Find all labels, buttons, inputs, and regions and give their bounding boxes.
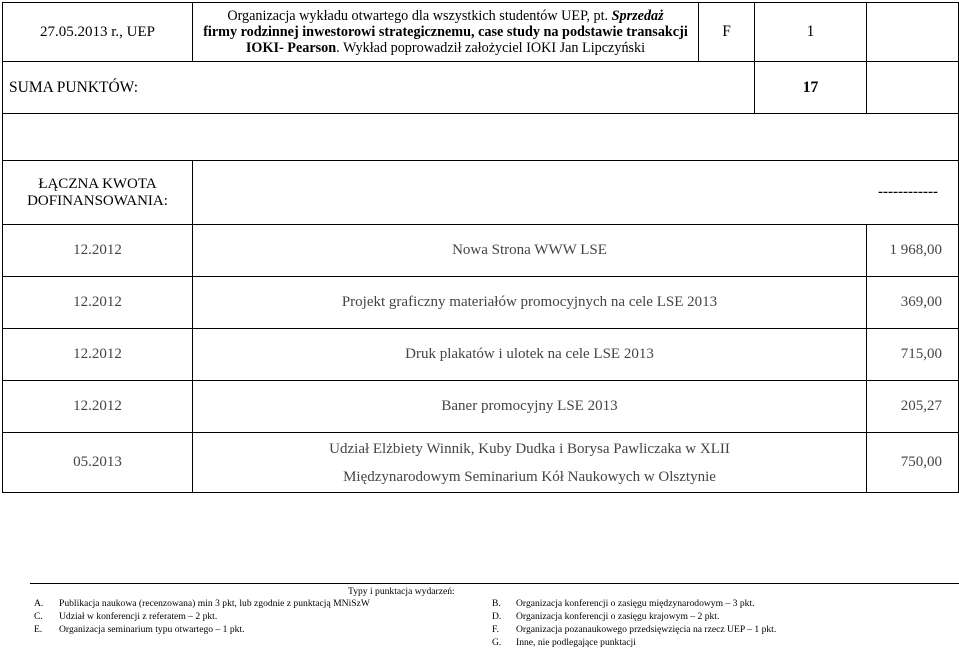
legend-key: A. [34, 598, 44, 609]
summary-value: 17 [755, 62, 867, 114]
spacer-cell [3, 114, 959, 161]
item-desc-line1: Udział Elżbiety Winnik, Kuby Dudka i Borysa Pawliczaka w XLII [329, 440, 730, 457]
event-desc-line1: Organizacja wykładu otwartego dla wszystkich studentów UEP, pt. [227, 8, 609, 24]
legend-text: Organizacja pozanaukowego przedsięwzięcia na rzecz UEP – 1 pkt. [516, 624, 777, 635]
item-amount: 1 968,00 [867, 225, 959, 277]
legend-key: B. [492, 598, 501, 609]
table-row [3, 433, 959, 493]
funding-label [3, 161, 193, 225]
table-row [3, 225, 959, 277]
event-type: F [699, 3, 755, 62]
item-amount: 750,00 [867, 433, 959, 493]
funding-label-line1: ŁĄCZNA KWOTA [38, 175, 157, 192]
legend-key: C. [34, 611, 43, 622]
legend-key: F. [492, 624, 499, 635]
item-desc-line2: Międzynarodowym Seminarium Kół Naukowych w Olsztynie [343, 468, 716, 485]
table-row [3, 277, 959, 329]
item-amount: 205,27 [867, 381, 959, 433]
legend-text: Inne, nie podlegające punktacji [516, 637, 636, 648]
legend-text: Organizacja konferencji o zasięgu krajowym – 2 pkt. [516, 611, 720, 622]
item-date: 12.2012 [3, 329, 193, 381]
funding-value: ------------ [193, 161, 959, 225]
header-extra-cell [867, 3, 959, 62]
item-description: Baner promocyjny LSE 2013 [193, 381, 867, 433]
legend-text: Publikacja naukowa (recenzowana) min 3 pkt, lub zgodnie z punktacją MNiSzW [59, 598, 370, 609]
legend-key: G. [492, 637, 502, 648]
legend-text: Udział w konferencji z referatem – 2 pkt. [59, 611, 218, 622]
event-desc-line1-emph: Sprzedaż [611, 8, 664, 24]
legend-text: Organizacja konferencji o zasięgu międzynarodowym – 3 pkt. [516, 598, 755, 609]
legend-text: Organizacja seminarium typu otwartego – 1 pkt. [59, 624, 245, 635]
table-row [3, 381, 959, 433]
item-date: 12.2012 [3, 225, 193, 277]
event-date: 27.05.2013 r., UEP [3, 3, 193, 62]
legend-key: E. [34, 624, 43, 635]
item-date: 05.2013 [3, 433, 193, 493]
item-amount: 369,00 [867, 277, 959, 329]
activity-table [2, 2, 959, 493]
item-description [193, 433, 867, 493]
summary-row [3, 62, 959, 114]
event-types-legend [30, 583, 959, 648]
header-row [3, 3, 959, 62]
legend-key: D. [492, 611, 502, 622]
event-description [193, 3, 699, 62]
funding-row [3, 161, 959, 225]
item-description: Projekt graficzny materiałów promocyjnych na cele LSE 2013 [193, 277, 867, 329]
spacer-row [3, 114, 959, 161]
event-desc-line2: firmy rodzinnej inwestorowi strategicznemu, case study na podstawie transakcji [203, 24, 688, 40]
funding-label-line2: DOFINANSOWANIA: [27, 192, 168, 209]
item-description: Nowa Strona WWW LSE [193, 225, 867, 277]
item-date: 12.2012 [3, 381, 193, 433]
item-date: 12.2012 [3, 277, 193, 329]
event-desc-line3: . Wykład poprowadził założyciel IOKI Jan Lipczyński [336, 40, 646, 56]
item-amount: 715,00 [867, 329, 959, 381]
event-points: 1 [755, 3, 867, 62]
table-row [3, 329, 959, 381]
summary-label: SUMA PUNKTÓW: [3, 62, 755, 114]
summary-extra-cell [867, 62, 959, 114]
event-desc-line3-bold: IOKI- Pearson [245, 40, 337, 56]
legend-title: Typy i punktacja wydarzeń: [348, 586, 455, 597]
item-description: Druk plakatów i ulotek na cele LSE 2013 [193, 329, 867, 381]
